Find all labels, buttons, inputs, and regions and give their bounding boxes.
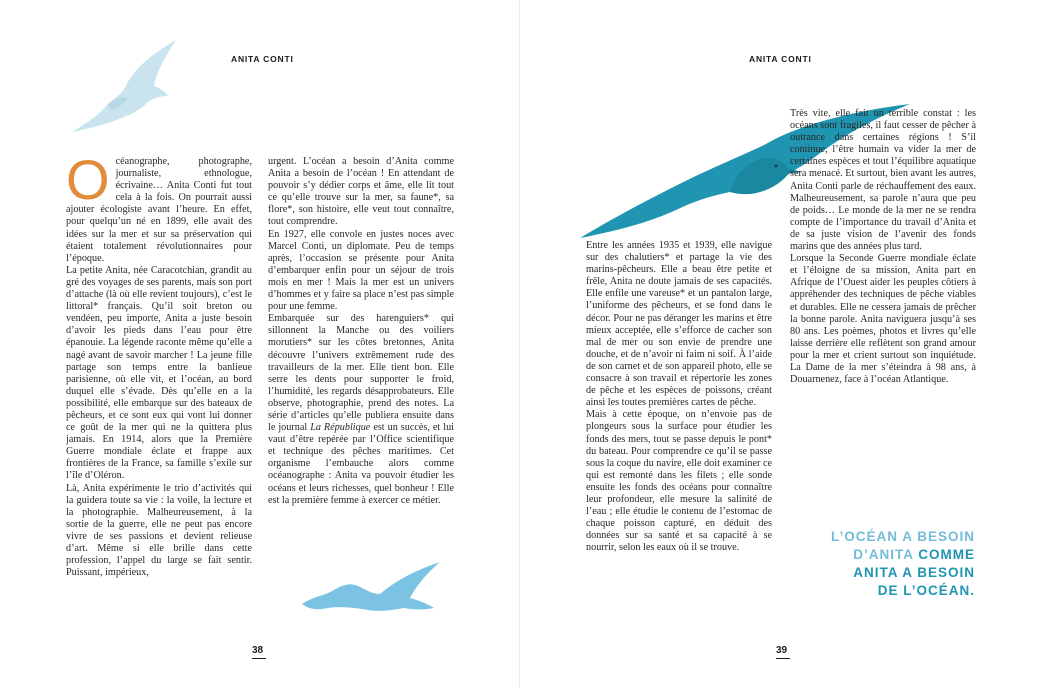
seagull-pale-icon (68, 36, 188, 136)
running-head: ANITA CONTI (231, 54, 294, 64)
paragraph: Océanographe, photographe, journaliste, ethnologue, écrivaine… Anita Conti fut tout cela à la fois. On pourrait aussi ajouter écologiste avant l’heure. En effet, pour quelqu’un né en 1899, elle avait des idées sur la mer et sur sa préservation qui étaient totalement révolutionnaires pour l’époque. (66, 148, 252, 264)
text-column-2 (790, 108, 976, 386)
folio-rule (252, 658, 266, 659)
paragraph: Là, Anita expérimente le trio d’activités qui la guidera toute sa vie : la voile, la lecture et la photographie. Malheureusement, à la sortie de la guerre, elle ne peut pas encore vivre de ses passions et devient relieuse d’art. Même si elle brille dans cette profession, l’appel du large se fait sentir. Puissant, impérieux, (66, 482, 252, 579)
paragraph: La petite Anita, née Caracotchian, grandit au gré des voyages de ses parents, mais son port d’attache (là où elle revient toujours), c’est le littoral* français. Qu’il soit breton ou vendéen, peu importe, Anita a juste besoin d’avoir les pieds dans l’eau pour être épanouie. La légende raconte même qu’elle a nagé avant de savoir marcher ! La jeune fille partage son temps entre la banlieue parisienne, où elle vit, et l’océan, au bord duquel elle s’évade. Dès qu’elle en a la possibilité, elle embarque sur des bateaux de pêcheurs, et ce sont eux qui vont lui donner ce goût de la mer qui ne la quittera plus jamais. En 1914, alors que la Première Guerre mondiale éclate et frappe aux frontières de la France, sa famille s’exile sur l’île d’Oléron. (66, 264, 252, 482)
left-page (0, 0, 520, 688)
pull-quote-line: D’ANITA COMME (853, 547, 975, 562)
paragraph: En 1927, elle convole en justes noces avec Marcel Conti, un diplomate. Peu de temps après, l’occasion se présente pour Anita d’embarquer enfin pour un séjour de trois mois en mer ! Mais la mer est un univers d’hommes et y faire sa place n’est pas simple pour une femme. (268, 228, 454, 313)
right-page (520, 0, 1041, 688)
paragraph: urgent. L’océan a besoin d’Anita comme Anita a besoin de l’océan ! En attendant de pouvoir s’y dédier corps et âme, elle lit tout ce qu’elle trouve sur la mer, sa faune*, sa flore*, son histoire, elle veut tout connaître, tout comprendre. (268, 156, 454, 228)
running-head: ANITA CONTI (749, 54, 812, 64)
paragraph: Très vite, elle fait un terrible constat : les océans sont fragiles, il faut cesser de pêcher à outrance dans certaines régions ! S’il continue, l’être humain va vider la mer de certaines espèces et tout l’équilibre aquatique sera menacé. Et surtout, bien avant les autres, Anita Conti parle de réchauffement des eaux. Malheureusement, sa parole n’aura que peu de poids… Le monde de la mer ne se rendra compte de l’importance du travail d’Anita et de sa juste vision de l’avenir des fonds marins que des années plus tard. (790, 108, 976, 253)
paragraph: Lorsque la Seconde Guerre mondiale éclate et l’éloigne de sa mission, Anita part en Afrique de l’Ouest aider les peuples côtiers à appréhender des techniques de pêche viables et durables. Elle ne cessera jamais de prêcher la bonne parole. Anita naviguera jusqu’à ses 80 ans. Les poèmes, photos et livres qu’elle laisse derrière elle reflètent son grand amour pour la mer et crient surtout son inquiétude. La Dame de la mer s’éteindra à 98 ans, à Douarnenez, face à l’océan Atlantique. (790, 253, 976, 386)
paragraph: Mais à cette époque, on n’envoie pas de plongeurs sous la surface pour étudier les fonds des mers, tout se passe depuis le pont* du bateau. Pour comprendre ce qu’il se passe sous la coque du navire, elle doit examiner ce qui est remonté dans les filets ; elle sonde ensuite les fonds des océans pour connaître leur profondeur, elle mesure la salinité de l’eau ; elle étudie le contenu de l’estomac de chaque poisson capturé, en déduit des données sur sa santé et sa capacité à se nourrir, selon les eaux où il se trouve. (586, 409, 772, 554)
folio-rule (776, 658, 790, 659)
paragraph: Embarquée sur des harenguiers* qui sillonnent la Manche ou des voiliers morutiers* sur les côtes bretonnes, Anita découvre l’univers extrêmement rude des travailleurs de la mer. Elle tient bon. Elle serre les dents pour supporter le froid, l’humidité, les regards désapprobateurs. Elle observe, photographie, prend des notes. La série d’articles qu’elle publiera ensuite dans le journal La République est un succès, et lui vaut d’être repérée par l’Office scientifique et technique des pêches maritimes. Cet organisme l’embauche alors comme océanographe : Anita va pouvoir étudier les océans et leurs richesses, quel bonheur ! Elle est la première femme à exercer ce métier. (268, 313, 454, 506)
pull-quote-line: L’OCÉAN A BESOIN (830, 529, 975, 544)
text-column-2 (268, 156, 454, 507)
page-number: 39 (776, 645, 788, 656)
pull-quote (831, 528, 975, 600)
text-column-1 (586, 240, 772, 554)
paragraph: Entre les années 1935 et 1939, elle navigue sur des chalutiers* et partage la vie des marins-pêcheurs. Elle a beau être petite et frêle, Anita ne doute jamais de ses capacités. Elle enfile une vareuse* et un pantalon large, l’uniforme des pêcheurs, et se fond dans le décor. Pour ne pas déranger les marins et être mieux acceptée, elle s’efforce de cacher son mal de mer ou son envie de prendre une douche, et de n’avoir ni faim ni soif. À l’aide de son carnet et de son appareil photo, elle se consacre à son travail et répertorie les zones de pêche et les espèces de poissons, créant ainsi les toutes premières cartes de pêche. (586, 240, 772, 409)
page-number: 38 (252, 645, 264, 656)
seagull-light-icon (300, 560, 470, 616)
drop-cap: O (66, 148, 110, 211)
pull-quote-line: DE L’OCÉAN. (877, 583, 975, 598)
text-column-1 (66, 148, 252, 579)
pull-quote-line: ANITA A BESOIN (853, 565, 975, 580)
